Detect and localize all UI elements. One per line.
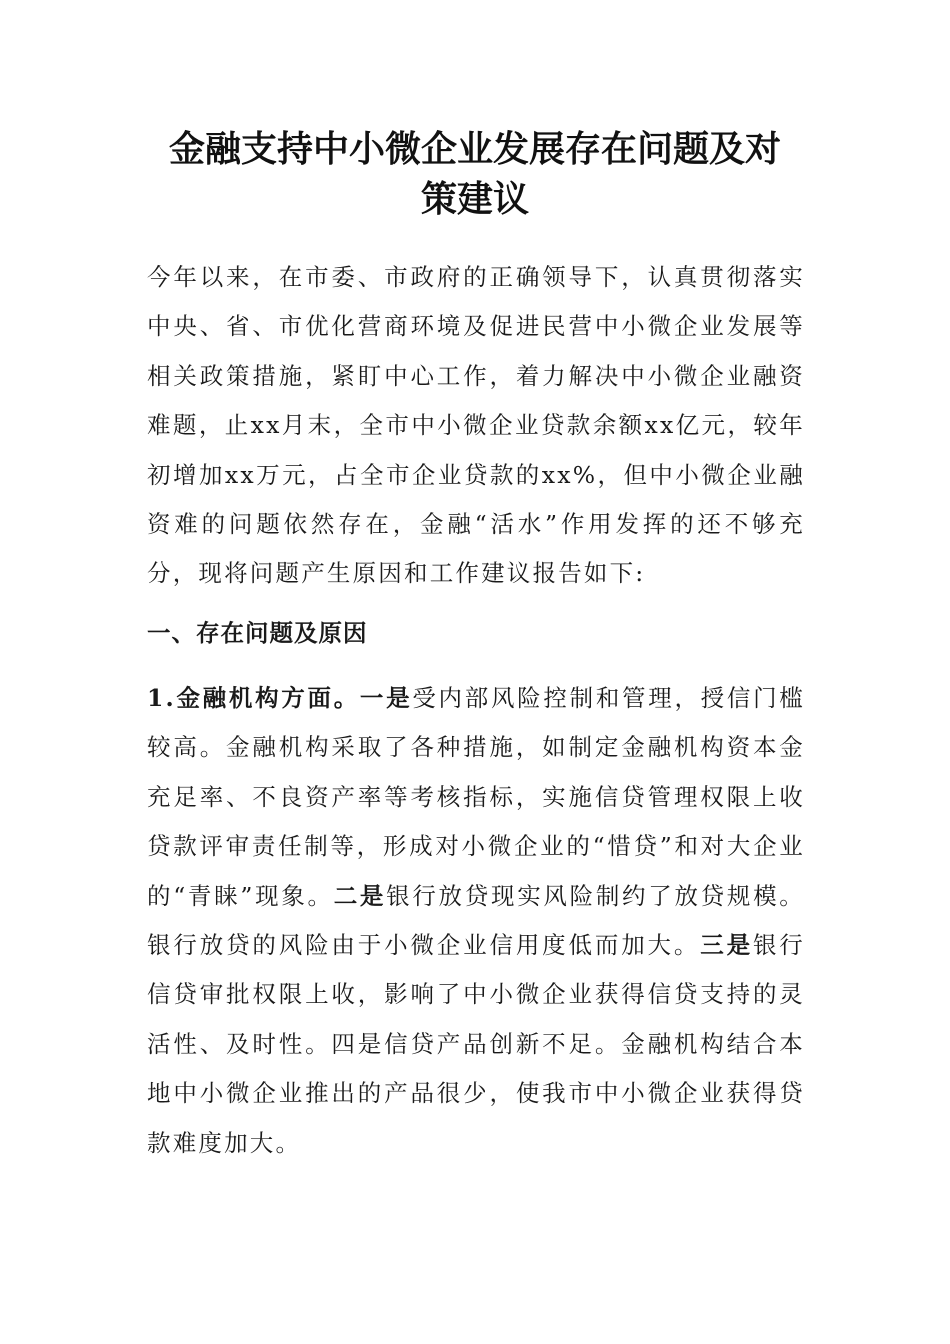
item1-second-text: 银行放贷现实风险制约了放贷规模。银行放贷的风险由于小微企业信用度低而加大。	[147, 881, 805, 960]
document-title-line2: 策建议	[420, 178, 529, 220]
item1-paragraph	[147, 674, 805, 1168]
document-title-line1: 金融支持中小微企业发展存在问题及对	[168, 128, 781, 170]
item1-second-label: 二是	[333, 881, 387, 910]
intro-paragraph: 今年以来，在市委、市政府的正确领导下，认真贯彻落实中央、省、市优化营商环境及促进民营中小微企业发展等相关政策措施，紧盯中心工作，着力解决中小微企业融资难题，止xx月末，全市中小微企业贷款余额xx亿元，较年初增加xx万元，占全市企业贷款的xx%，但中小微企业融资难的问题依然存在，金融“活水”作用发挥的还不够充分，现将问题产生原因和工作建议报告如下:	[147, 263, 805, 588]
item1-third-label: 三是	[700, 931, 753, 960]
item1-lead: 1.金融机构方面。	[147, 684, 360, 712]
item1-first-text: 受内部风险控制和管理，授信门槛较高。金融机构采取了各种措施，如制定金融机构资本金充足率、不良资产率等考核指标，实施信贷管理权限上收贷款评审责任制等，形成对小微企业的“惜贷”和对大企业的“青睐”现象。	[147, 684, 805, 910]
item1-third-text: 银行信贷审批权限上收，影响了中小微企业获得信贷支持的灵活性、及时性。四是信贷产品创新不足。金融机构结合本地中小微企业推出的产品很少，使我市中小微企业获得贷款难度加大。	[147, 931, 805, 1157]
item1-first-label: 一是	[359, 684, 413, 712]
section-heading: 一、存在问题及原因	[147, 619, 368, 647]
